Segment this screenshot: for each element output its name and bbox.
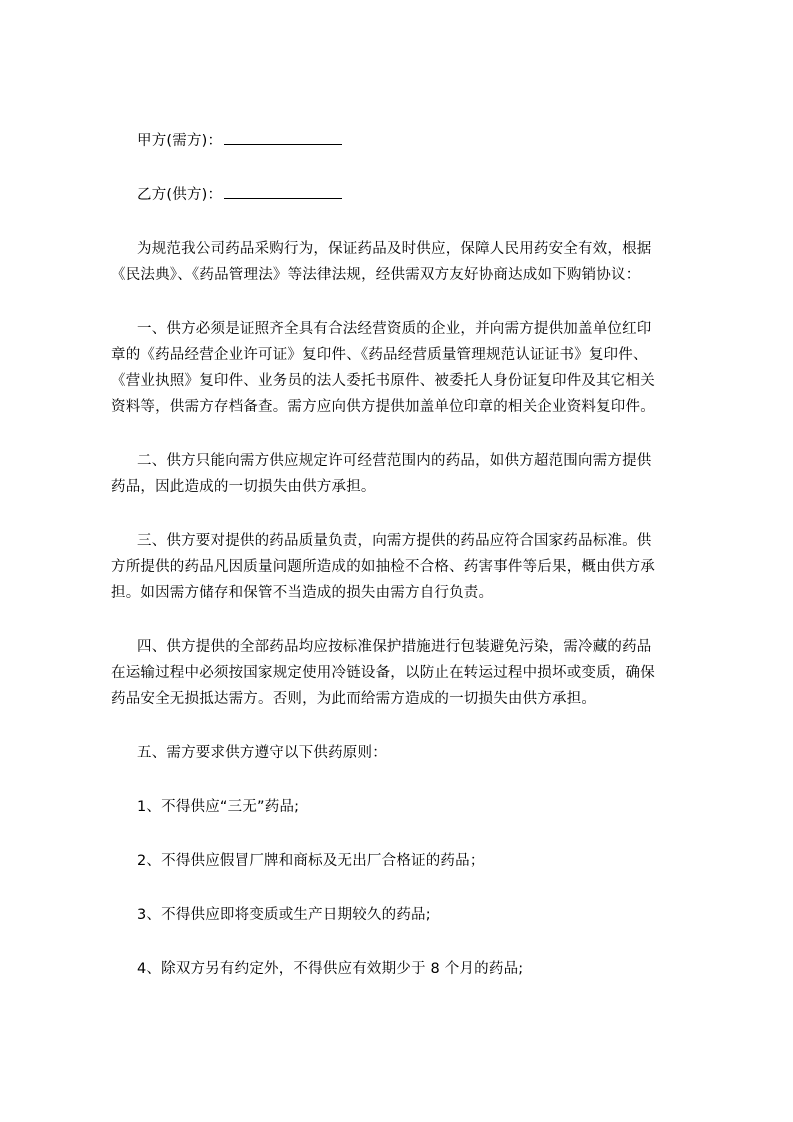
- document-body: [111, 128, 691, 982]
- party-a-line: [111, 128, 691, 154]
- list-item: 4、除双方另有约定外，不得供应有效期少于 8 个月的药品;: [137, 961, 524, 977]
- party-b-line: [111, 182, 691, 208]
- party-b-label: 乙方(供方)：: [137, 187, 223, 203]
- clause-line: 资料等，供需方存档备查。需方应向供方提供加盖单位印章的相关企业资料复印件。: [111, 399, 655, 415]
- clause-line: 一、供方必须是证照齐全具有合法经营资质的企业，并向需方提供加盖单位红印: [137, 321, 652, 337]
- party-b-blank: [224, 186, 342, 199]
- list-item: 3、不得供应即将变质或生产日期较久的药品;: [137, 907, 431, 923]
- clause-5: [111, 740, 691, 766]
- clause-line: 三、供方要对提供的药品质量负责，向需方提供的药品应符合国家药品标准。供: [137, 533, 652, 549]
- list-item: 2、不得供应假冒厂牌和商标及无出厂合格证的药品；: [137, 853, 485, 869]
- clause-1: [111, 316, 691, 420]
- clause-line: 药品安全无损抵达需方。否则，为此而给需方造成的一切损失由供方承担。: [111, 691, 597, 707]
- intro-line: 《民法典》、《药品管理法》等法律法规，经供需双方友好协商达成如下购销协议：: [111, 267, 641, 283]
- principle-3: [111, 902, 691, 928]
- clause-line: 药品，因此造成的一切损失由供方承担。: [111, 479, 376, 495]
- clause-line: 《营业执照》复印件、业务员的法人委托书原件、被委托人身份证复印件及其它相关: [111, 373, 655, 389]
- party-a-blank: [224, 132, 342, 145]
- clause-line: 二、供方只能向需方供应规定许可经营范围内的药品，如供方超范围向需方提供: [137, 453, 652, 469]
- clause-line: 在运输过程中必须按国家规定使用冷链设备，以防止在转运过程中损坏或变质，确保: [111, 665, 655, 681]
- clause-line: 五、需方要求供方遵守以下供药原则：: [137, 745, 387, 761]
- clause-line: 担。如因需方储存和保管不当造成的损失由需方自行负责。: [111, 585, 494, 601]
- clause-3: [111, 528, 691, 606]
- principle-4: [111, 956, 691, 982]
- list-item: 1、不得供应“三无”药品;: [137, 799, 300, 815]
- party-a-label: 甲方(需方)：: [137, 133, 223, 149]
- clause-2: [111, 448, 691, 500]
- clause-line: 四、供方提供的全部药品均应按标准保护措施进行包装避免污染，需冷藏的药品: [137, 639, 652, 655]
- clause-line: 章的《药品经营企业许可证》复印件、《药品经营质量管理规范认证证书》复印件、: [111, 347, 648, 363]
- principle-2: [111, 848, 691, 874]
- principle-1: [111, 794, 691, 820]
- clause-line: 方所提供的药品凡因质量问题所造成的如抽检不合格、药害事件等后果，概由供方承: [111, 559, 655, 575]
- clause-4: [111, 634, 691, 712]
- intro-line: 为规范我公司药品采购行为，保证药品及时供应，保障人民用药安全有效，根据: [137, 241, 652, 257]
- intro-paragraph: [111, 236, 691, 288]
